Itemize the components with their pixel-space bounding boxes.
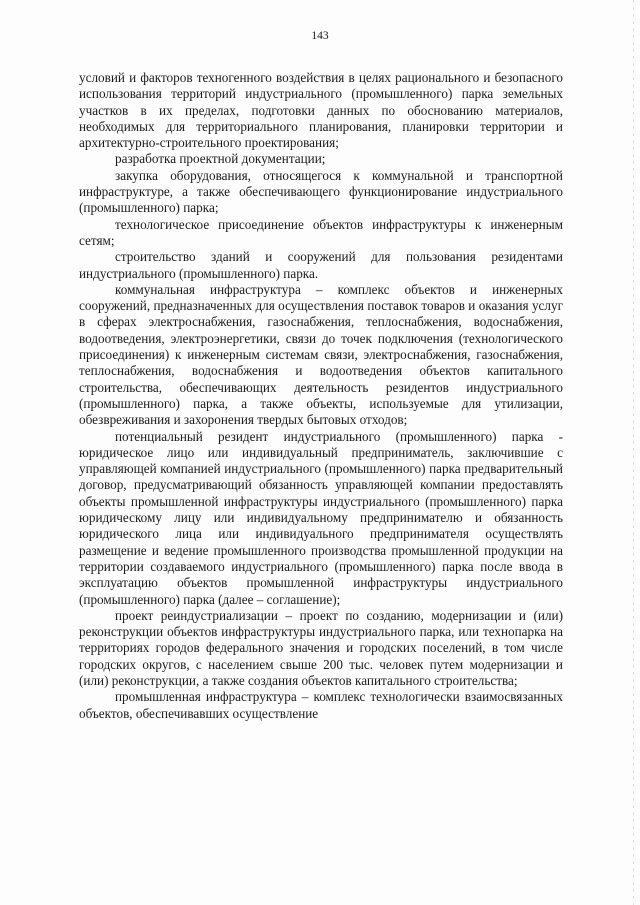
paragraph: потенциальный резидент индустриального (промышленного) парка - юридическое лицо или индивидуальный предприниматель, заключившие с управляющей компанией индустриального (промышленного) парка предварительный договор, предусматривающий обязанность управляющей компании предоставлять объекты промышленной инфраструктуры индустриального (промышленного) парка юридическому лицу или индивидуальному предпринимателю и обязанность юридического лица или индивидуального предпринимателя осуществлять размещение и ведение промышленного производства промышленной продукции на территории создаваемого индустриального (промышленного) парка после ввода в эксплуатацию объектов промышленной инфраструктуры индустриального (промышленного) парка (далее – соглашение); (79, 428, 563, 607)
paragraph: закупка оборудования, относящегося к коммунальной и транспортной инфраструктуре, а также обеспечивающего функционирование индустриального (промышленного) парка; (79, 167, 563, 216)
paragraph: промышленная инфраструктура – комплекс технологически взаимосвязанных объектов, обеспечивавших осуществление (79, 689, 563, 721)
body-text (79, 70, 563, 722)
scan-edge-marks (633, 0, 634, 905)
paragraph: строительство зданий и сооружений для пользования резидентами индустриального (промышленного) парка. (79, 249, 563, 281)
paragraph: условий и факторов техногенного воздействия в целях рационального и безопасного использования территорий индустриального (промышленного) парка земельных участков в их пределах, подготовки данных по обоснованию материалов, необходимых для территориального планирования, планировки территории и архитектурно-строительного проектирования; (79, 70, 563, 151)
paragraph: проект реиндустриализации – проект по созданию, модернизации и (или) реконструкции объектов инфраструктуры индустриального парка, или технопарка на территориях городов федерального значения и городских поселений, в том числе городских округов, с населением свыше 200 тыс. человек путем модернизации и (или) реконструкции, а также создания объектов капитального строительства; (79, 607, 563, 688)
paragraph: коммунальная инфраструктура – комплекс объектов и инженерных сооружений, предназначенных для осуществления поставок товаров и оказания услуг в сферах электроснабжения, газоснабжения, теплоснабжения, водоснабжения, водоотведения, электроэнергетики, связи до точек подключения (технологического присоединения) к инженерным системам связи, электроснабжения, газоснабжения, теплоснабжения, водоснабжения и водоотведения объектов капитального строительства, обеспечивающих деятельность резидентов индустриального (промышленного) парка, а также объекты, используемые для утилизации, обезвреживания и захоронения твердых бытовых отходов; (79, 281, 563, 428)
paragraph: разработка проектной документации; (115, 151, 326, 167)
paragraph: технологическое присоединение объектов инфраструктуры к инженерным сетям; (79, 216, 563, 248)
page-number: 143 (311, 30, 329, 42)
